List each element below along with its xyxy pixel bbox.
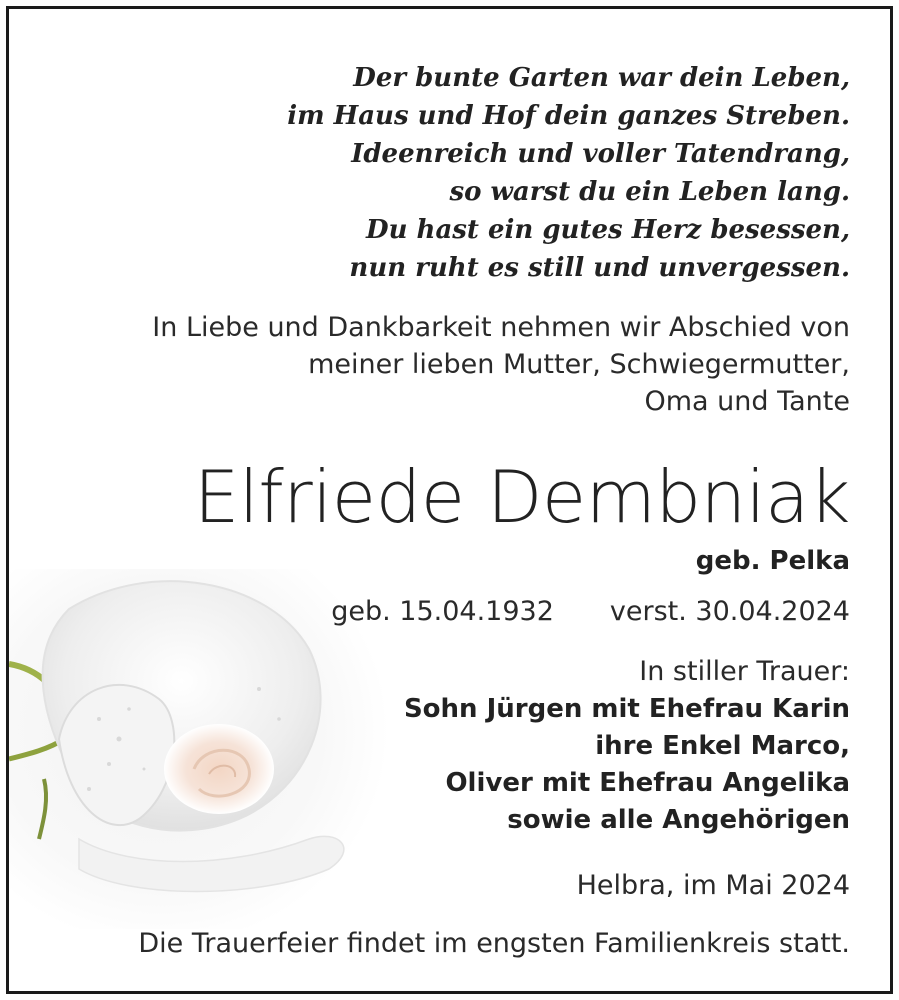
poem-line: Ideenreich und voller Tatendrang, <box>351 139 850 169</box>
maiden-name: geb. Pelka <box>695 546 850 576</box>
intro-line: meiner lieben Mutter, Schwiegermutter, <box>308 349 850 380</box>
mourners-list <box>404 691 850 839</box>
poem-line: Du hast ein gutes Herz besessen, <box>366 215 850 245</box>
birth-date: geb. 15.04.1932 <box>331 596 554 627</box>
life-dates <box>331 593 850 631</box>
poem-line: so warst du ein Leben lang. <box>449 177 850 207</box>
memorial-poem <box>287 59 850 287</box>
funeral-notice: Die Trauerfeier findet im engsten Familienkreis statt. <box>138 928 850 959</box>
mourner-line: Sohn Jürgen mit Ehefrau Karin <box>403 694 850 724</box>
death-date: verst. 30.04.2024 <box>609 596 850 627</box>
intro-line: In Liebe und Dankbarkeit nehmen wir Abschied von <box>152 312 850 343</box>
poem-line: im Haus und Hof dein ganzes Streben. <box>287 101 850 131</box>
deceased-name: Elfriede Dembniak <box>193 455 850 539</box>
intro-line: Oma und Tante <box>644 386 850 417</box>
mourner-line: sowie alle Angehörigen <box>507 805 850 835</box>
place-date: Helbra, im Mai 2024 <box>576 870 850 901</box>
mourner-line: ihre Enkel Marco, <box>595 731 850 761</box>
farewell-intro <box>152 309 850 420</box>
mourning-heading: In stiller Trauer: <box>639 656 850 687</box>
poem-line: nun ruht es still und unvergessen. <box>349 253 850 283</box>
mourner-line: Oliver mit Ehefrau Angelika <box>445 768 850 798</box>
poem-line: Der bunte Garten war dein Leben, <box>353 63 850 93</box>
obituary-card <box>6 6 893 994</box>
